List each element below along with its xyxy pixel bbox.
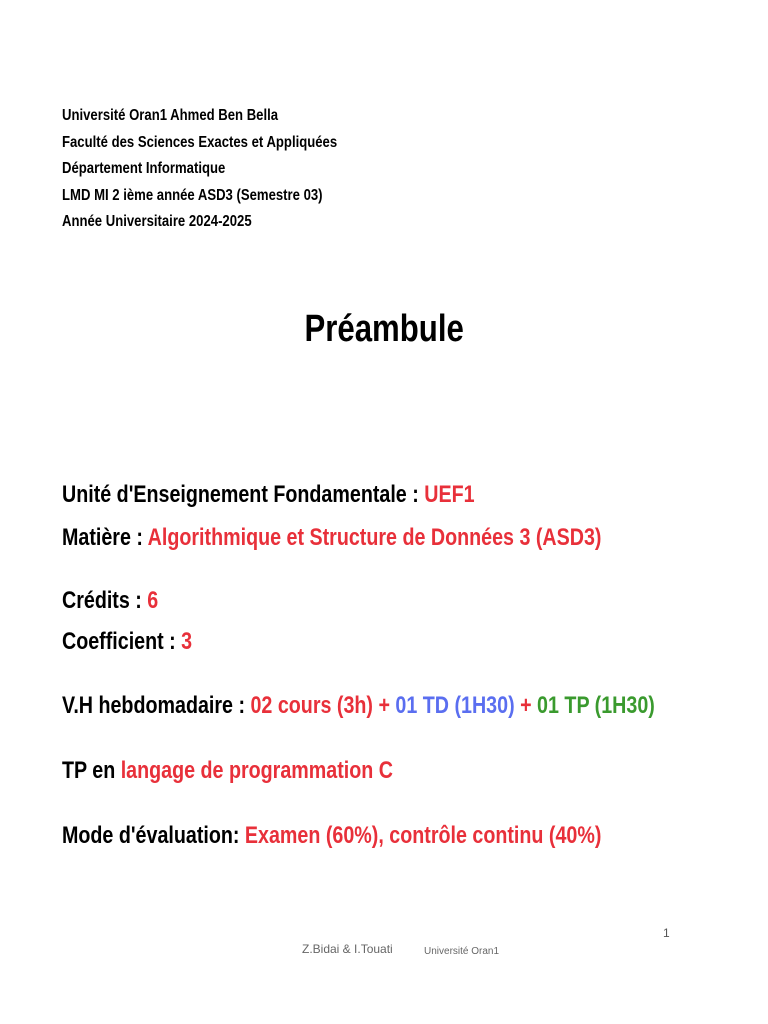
vh-label: V.H hebdomadaire :	[62, 692, 251, 719]
page-title: Préambule	[304, 308, 464, 350]
weekly-hours-row	[62, 691, 768, 721]
header-department: Département Informatique	[62, 160, 226, 177]
coefficient-label: Coefficient :	[62, 628, 182, 655]
vh-plus-1: +	[372, 692, 396, 719]
vh-plus-2: +	[514, 692, 538, 719]
matiere-value: Algorithmique et Structure de Données 3 (ASD3)	[147, 524, 602, 551]
tp-language-value: langage de programmation C	[120, 757, 393, 784]
vh-td: 01 TD (1H30)	[395, 692, 515, 719]
uef-value: UEF1	[424, 481, 475, 508]
header-university: Université Oran1 Ahmed Ben Bella	[62, 107, 279, 124]
evaluation-row	[62, 821, 720, 851]
credits-row	[62, 586, 179, 616]
vh-tp: 01 TP (1H30)	[537, 692, 655, 719]
evaluation-value: Examen (60%), contrôle continu (40%)	[244, 822, 602, 849]
matiere-row	[62, 523, 720, 553]
footer-university: Université Oran1	[424, 946, 500, 957]
tp-language-label: TP en	[62, 757, 121, 784]
footer-authors: Z.Bidai & I.Touati	[302, 942, 393, 956]
evaluation-label: Mode d'évaluation:	[62, 822, 245, 849]
page-number: 1	[663, 926, 670, 940]
coefficient-row	[62, 627, 221, 657]
vh-cours: 02 cours (3h)	[250, 692, 373, 719]
tp-language-row	[62, 756, 466, 786]
uef-label: Unité d'Enseignement Fondamentale :	[62, 481, 425, 508]
matiere-label: Matière :	[62, 524, 148, 551]
header-faculty: Faculté des Sciences Exactes et Appliquées	[62, 133, 338, 151]
header-program: LMD MI 2 ième année ASD3 (Semestre 03)	[62, 186, 323, 204]
coefficient-value: 3	[181, 628, 193, 655]
header-academic-year: Année Universitaire 2024-2025	[62, 213, 252, 230]
institution-header	[62, 103, 702, 236]
uef-row	[62, 480, 565, 510]
credits-value: 6	[147, 587, 159, 614]
credits-label: Crédits :	[62, 587, 148, 614]
